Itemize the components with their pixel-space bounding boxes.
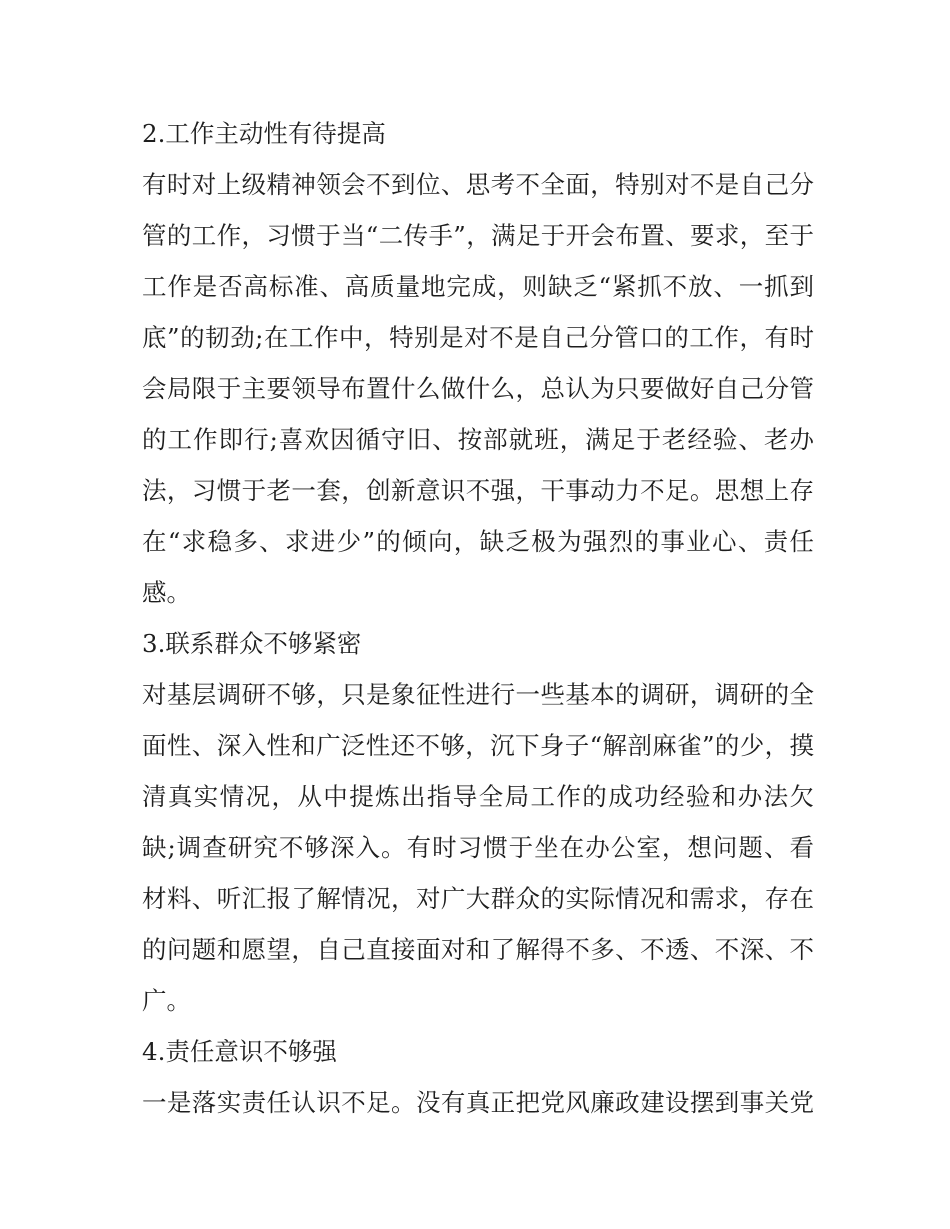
document-page: [142, 108, 814, 1128]
text-line: 缺;调查研究不够深入。有时习惯于坐在办公室，想问题、看: [142, 833, 814, 862]
text-line: 在“求稳多、求进少”的倾向，缺乏极为强烈的事业心、责任: [142, 527, 814, 556]
text-line: 底”的韧劲;在工作中，特别是对不是自己分管口的工作，有时: [142, 323, 814, 352]
text-line: 法，习惯于老一套，创新意识不强，干事动力不足。思想上存: [142, 476, 814, 505]
text-line: 的工作即行;喜欢因循守旧、按部就班，满足于老经验、老办: [142, 425, 814, 454]
text-line: 感。: [142, 578, 191, 607]
text-line: 广。: [142, 986, 191, 1015]
text-line: 管的工作，习惯于当“二传手”，满足于开会布置、要求，至于: [142, 221, 814, 250]
text-line: 工作是否高标准、高质量地完成，则缺乏“紧抓不放、一抓到: [142, 272, 814, 301]
text-line: 有时对上级精神领会不到位、思考不全面，特别对不是自己分: [142, 170, 814, 199]
text-line: 对基层调研不够，只是象征性进行一些基本的调研，调研的全: [142, 680, 814, 709]
section-paragraph: [142, 1077, 814, 1128]
text-line: 会局限于主要领导布置什么做什么，总认为只要做好自己分管: [142, 374, 814, 403]
text-line: 面性、深入性和广泛性还不够，沉下身子“解剖麻雀”的少，摸: [142, 731, 814, 760]
section-paragraph: [142, 159, 814, 618]
section-heading: 2.工作主动性有待提高: [142, 119, 386, 148]
section-heading: 4.责任意识不够强: [142, 1037, 337, 1066]
text-line: 清真实情况，从中提炼出指导全局工作的成功经验和办法欠: [142, 782, 814, 811]
section-paragraph: [142, 669, 814, 1026]
text-line: 的问题和愿望，自己直接面对和了解得不多、不透、不深、不: [142, 935, 814, 964]
text-line: 材料、听汇报了解情况，对广大群众的实际情况和需求，存在: [142, 884, 814, 913]
section-heading: 3.联系群众不够紧密: [142, 629, 362, 658]
text-line: 一是落实责任认识不足。没有真正把党风廉政建设摆到事关党: [142, 1088, 814, 1117]
